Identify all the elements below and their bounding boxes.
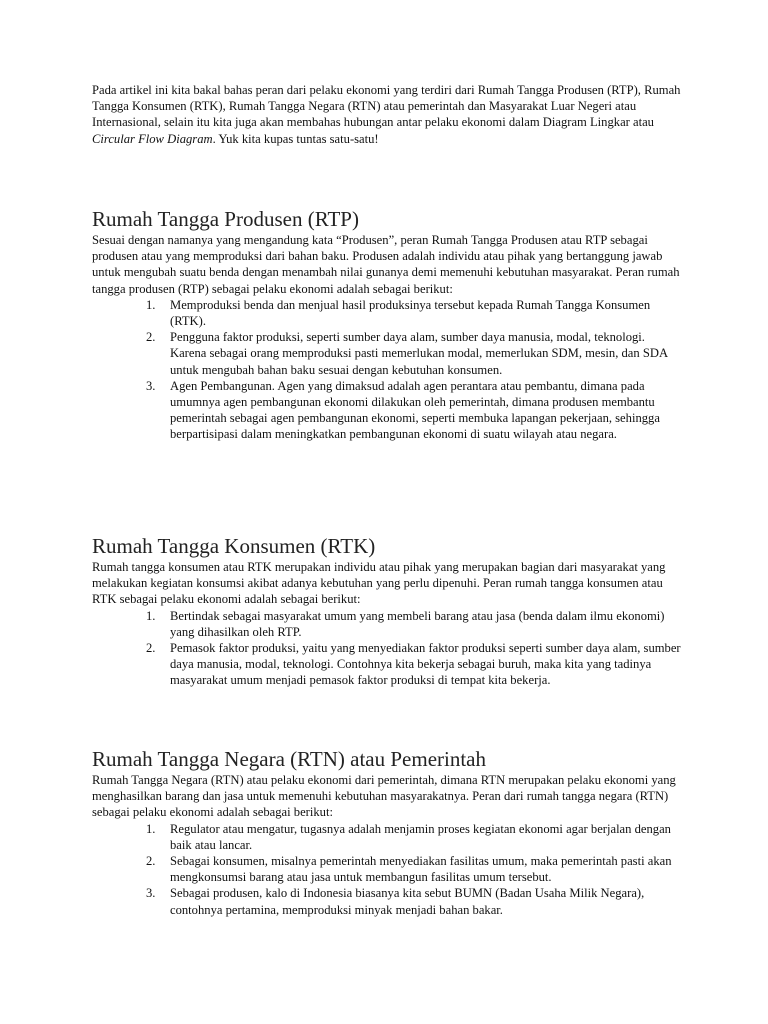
section-paragraph: Sesuai dengan namanya yang mengandung kata “Produsen”, peran Rumah Tangga Produsen atau RTP sebagai produsen atau yang memproduksi dari bahan baku. Produsen adalah individu atau pihak yang bertanggung jawab untuk mengubah suatu benda dengan menambah nilai gunanya demi memenuhi kebutuhan masyarakat. Peran rumah tangga produsen (RTP) sebagai pelaku ekonomi adalah sebagai berikut:: [92, 233, 680, 296]
section-heading: Rumah Tangga Produsen (RTP): [92, 207, 359, 231]
section-list: [92, 297, 682, 443]
list-item: [92, 329, 682, 378]
list-item: [92, 608, 682, 640]
list-number: 3.: [146, 886, 156, 901]
list-text: Pengguna faktor produksi, seperti sumber daya alam, sumber daya manusia, modal, teknologi. Karena sebagai orang memproduksi pasti memerlukan modal, memerlukan SDM, mesin, dan SDA untuk mengubah bahan baku sesuai dengan kebutuhan konsumen.: [170, 330, 668, 377]
section-rtn: [92, 746, 682, 918]
section-heading: Rumah Tangga Konsumen (RTK): [92, 534, 376, 558]
intro-paragraph: [92, 82, 682, 157]
intro-italic-term: Circular Flow Diagram: [92, 131, 213, 146]
intro-text: Pada artikel ini kita bakal bahas peran dari pelaku ekonomi yang terdiri dari Rumah Tangga Produsen (RTP), Rumah Tangga Konsumen (RTK), Rumah Tangga Negara (RTN) atau pemerintah dan Masyarakat Luar Negeri atau Internasional, selain itu kita juga akan membahas hubungan antar pelaku ekonomi dalam Diagram Lingkar atau: [92, 83, 681, 130]
list-text: Bertindak sebagai masyarakat umum yang membeli barang atau jasa (benda dalam ilmu ekonomi) yang dihasilkan oleh RTP.: [170, 608, 665, 639]
list-number: 1.: [146, 821, 156, 836]
list-text: Pemasok faktor produksi, yaitu yang menyediakan faktor produksi seperti sumber daya alam, sumber daya manusia, modal, teknologi. Contohnya kita bekerja sebagai buruh, maka kita yang tadinya masyarakat umum menjadi pemasok faktor produksi di tempat kita bekerja.: [170, 641, 681, 688]
list-text: Memproduksi benda dan menjual hasil produksinya tersebut kepada Rumah Tangga Konsumen (RTK).: [170, 297, 651, 329]
section-rtp: [92, 206, 682, 443]
list-text: Sebagai konsumen, misalnya pemerintah menyediakan fasilitas umum, maka pemerintah pasti akan mengkonsumsi barang atau jasa untuk membangun fasilitas umum tersebut.: [170, 854, 672, 885]
list-number: 1.: [146, 297, 156, 312]
list-text: Regulator atau mengatur, tugasnya adalah menjamin proses kegiatan ekonomi agar berjalan dengan baik atau lancar.: [170, 821, 671, 852]
list-item: [92, 853, 682, 885]
section-paragraph: Rumah tangga konsumen atau RTK merupakan individu atau pihak yang merupakan bagian dari masyarakat yang melakukan kegiatan konsumsi akibat adanya kebutuhan yang perlu dipenuhi. Peran rumah tangga konsumen atau RTK sebagai pelaku ekonomi adalah sebagai berikut:: [92, 560, 666, 607]
list-item: [92, 378, 682, 443]
intro-block: [92, 82, 682, 157]
list-item: [92, 640, 682, 689]
list-text: Sebagai produsen, kalo di Indonesia biasanya kita sebut BUMN (Badan Usaha Milik Negara), contohnya pertamina, memproduksi minyak menjadi bahan bakar.: [170, 886, 645, 917]
section-list: [92, 608, 682, 689]
section-rtk: [92, 533, 682, 689]
list-number: 2.: [146, 330, 156, 345]
list-number: 1.: [146, 608, 156, 623]
list-item: [92, 297, 682, 329]
list-item: [92, 821, 682, 853]
list-number: 2.: [146, 854, 156, 869]
list-number: 3.: [146, 378, 156, 393]
list-text: Agen Pembangunan. Agen yang dimaksud adalah agen perantara atau pembantu, dimana pada umumnya agen pembangunan ekonomi dilakukan oleh pemerintah, dimana produsen membantu pemerintah sebagai agen pembangunan ekonomi, seperti membuka lapangan pekerjaan, sehingga berpartisipasi dalam meningkatkan pembangunan ekonomi di suatu wilayah atau negara.: [170, 378, 660, 442]
intro-text-end: . Yuk kita kupas tuntas satu-satu!: [212, 131, 379, 146]
list-item: [92, 885, 682, 917]
section-heading: Rumah Tangga Negara (RTN) atau Pemerintah: [92, 747, 486, 771]
section-list: [92, 821, 682, 918]
section-paragraph: Rumah Tangga Negara (RTN) atau pelaku ekonomi dari pemerintah, dimana RTN merupakan pelaku ekonomi yang menghasilkan barang dan jasa untuk memenuhi kebutuhan masyarakatnya. Peran dari rumah tangga negara (RTN) sebagai pelaku ekonomi adalah sebagai berikut:: [92, 773, 676, 820]
list-number: 2.: [146, 641, 156, 656]
